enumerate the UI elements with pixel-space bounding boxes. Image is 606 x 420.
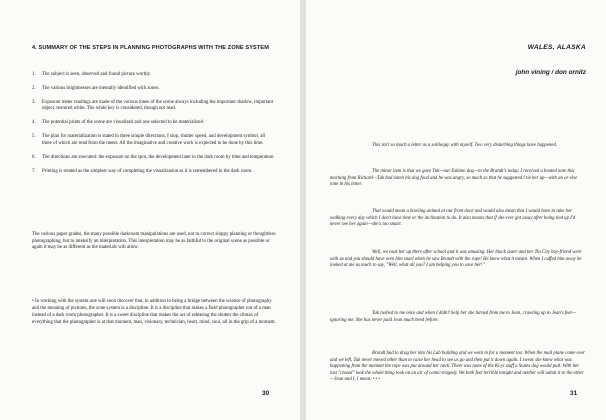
list-item [32, 120, 276, 126]
item-text: Exposure meter readings are made of the various tones of the scene always including the important shadow, important object, textured white. The white key is considered, though not read. [42, 100, 274, 112]
letter-paragraph: Tuk rushed to me once and when I didn't help her she turned from me to Jean, crawling up to Jean's feet—ignoring me. She has never paid Jean much heed before. [330, 311, 577, 323]
list-item [32, 72, 276, 78]
article-byline: john vining / don ornitz [515, 69, 586, 76]
item-text: The potential prints of the scene are visualized and one selected to be materialized. [42, 120, 205, 126]
page-number: 30 [262, 390, 270, 397]
body-paragraph: The various paper grades, the many possible darkroom manipulations are used, not to correct sloppy planning or thoughtless photographing, but to intensify an interpretation. This interpretation may be as faithful to the original scene as possible or again it may be as different as the materials will allow. [32, 232, 276, 250]
letter-paragraph: This isn't so much a letter as a soliloquy with myself. Two very disturbing things have happened. [372, 143, 558, 148]
list-item [32, 134, 276, 147]
letter-paragraph: Brandt had to drag her into his Lab building and we went in for a moment too. When the mail plane came over and we left, Tuk never moved other than to raise her head to see us go and then put it down again. I swear she knew what was happening from the moment the rope was put around her neck. There was none of the Ki-yi stuff a States dog would pull. With her last "closed" look the whole thing took on an air of comic-tragedy. We both feel terrible tonight and neither will admit it to the other—Jean and I, I mean. • • • [330, 351, 586, 383]
list-item [32, 169, 276, 175]
item-number: 2. [32, 86, 36, 91]
item-number: 3. [32, 100, 36, 105]
item-text: The plan for materialization is stated in three simple directions, f stop, shutter speed, and development symbol, all three of which are read from the meter. All the imaginative and creative work is expected to be done by this time. [42, 134, 266, 146]
letter-paragraph: That would mean a howling animal at our front door and would also mean that I would have to take her walking every day which I don't have time or the inclination to do. It also means that if she ever got away after being tied up I'd never see her again—she's too smart. [330, 209, 576, 228]
item-text: The various brightnesses are mentally identified with zones. [42, 86, 160, 91]
item-number: 1. [32, 72, 36, 77]
steps-list [32, 72, 276, 183]
right-page [306, 0, 606, 420]
item-text: The directions are executed: the exposure on the spot, the development later in the dark room by time and temperature. [42, 154, 275, 160]
article-title: WALES, ALASKA [527, 44, 586, 51]
item-text: Printing is treated as the simplest way of completing the visualization as it is remembered in the dark room. [42, 168, 253, 174]
list-item [32, 100, 276, 113]
list-item [32, 155, 276, 161]
left-page [0, 0, 300, 420]
body-paragraph: • In working with the system one will soon discover that, in addition to being a bridge between the science of photography and the meaning of pictures, the zone system is a discipline. It is a discipline that makes a field photographer out of a man instead of a dark room photographer. It is a sweet discipline that makes the act of releasing the shutter the climax of everything that the photographer is at that moment, man, visionary, technician, heart, mind, soul, all in the grip of a moment. [32, 299, 276, 326]
list-item [32, 86, 276, 92]
page-number: 31 [570, 390, 578, 397]
item-number: 7. [32, 168, 36, 174]
letter-paragraph: The minor item is that we gave Tuk—our Eskimo dog—to the Brandt's today. I received a heated note this morning from Richard—Tuk had eaten his dog food and he was angry, so much so that he suggested I tie her up—with an or else tone in his letter. [330, 169, 578, 188]
item-number: 5. [32, 134, 36, 140]
section-heading: 4. SUMMARY OF THE STEPS IN PLANNING PHOTOGRAPHS WITH THE ZONE SYSTEM [32, 45, 269, 51]
item-number: 6. [32, 154, 36, 160]
item-number: 4. [32, 120, 36, 126]
item-text: The subject is seen, observed and found picture worthy. [42, 72, 151, 77]
letter-paragraph: Well, we took her up there after school and it was amazing. Her black sister and her Tin City boy-friend were with us and you should have seen him snarl when he saw Brandt with the rope! He knew what it meant. When I cuffed him away he looked at me as much to say, "Well, what all you? I am helping you to save her!" [330, 250, 582, 269]
